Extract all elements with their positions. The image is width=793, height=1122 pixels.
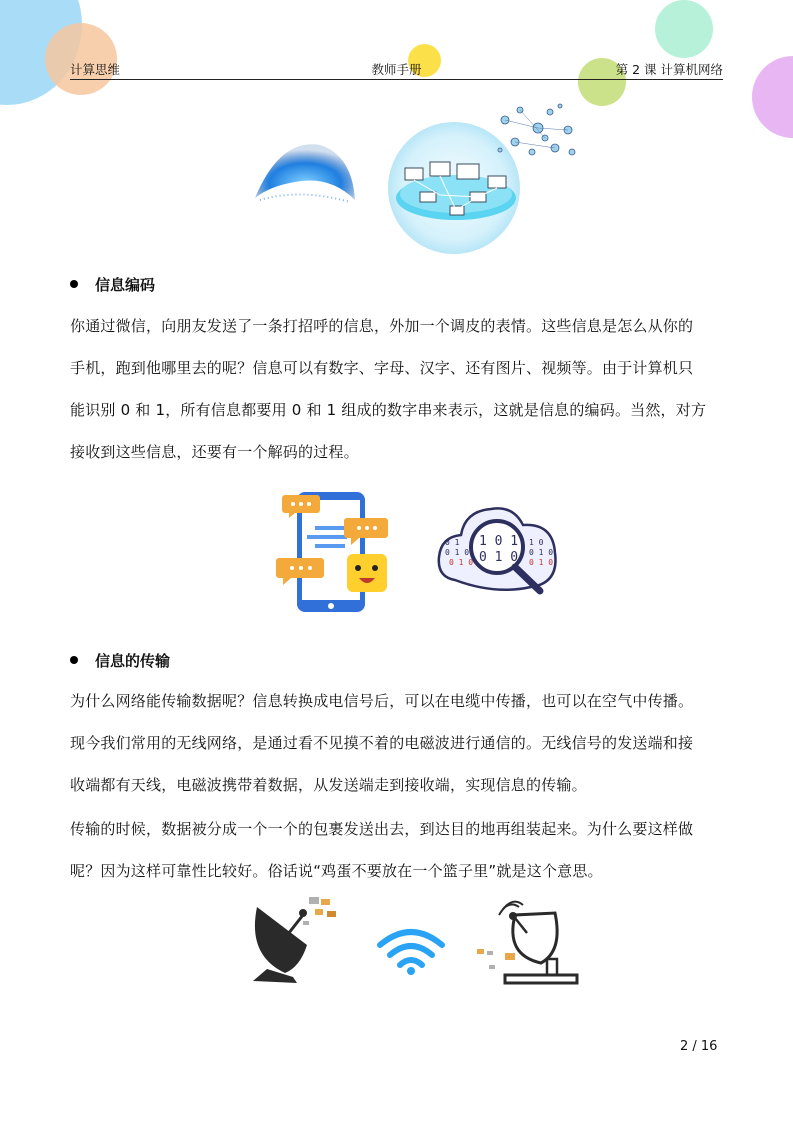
paragraph-line: 传输的时候，数据被分成一个一个的包裹发送出去，到达目的地再组装起来。为什么要这样做 [70, 820, 694, 838]
binary-cloud-illustration [435, 495, 560, 605]
chat-phone-illustration [275, 490, 395, 615]
bullet-dot [70, 656, 78, 664]
paragraph-encoding [70, 305, 730, 473]
paragraph-line: 呢？因为这样可靠性比较好。俗话说“鸡蛋不要放在一个篮子里”就是这个意思。 [70, 862, 603, 880]
binary-text: 0 1 0 [529, 548, 554, 557]
binary-text: 0 1 0 [445, 548, 470, 557]
binary-text: 1 0 1 [479, 534, 519, 549]
paragraph-packets [70, 808, 730, 892]
page-header [70, 58, 723, 80]
binary-text: 0 1 0 [449, 558, 474, 567]
network-illustration [250, 100, 590, 240]
paragraph-line: 收端都有天线，电磁波携带着数据，从发送端走到接收端，实现信息的传输。 [70, 776, 587, 794]
binary-text: 0 1 [445, 538, 460, 547]
paragraph-line: 为什么网络能传输数据呢？信息转换成电信号后，可以在电缆中传播，也可以在空气中传播。 [70, 692, 694, 710]
binary-text: 1 0 [529, 538, 544, 547]
emoji-face-icon [347, 554, 387, 592]
data-packets [477, 949, 515, 969]
decor-circle-mint [655, 0, 713, 58]
phone-home-button [328, 603, 334, 609]
data-packets [303, 897, 336, 925]
header-lesson-title: 第 2 课 计算机网络 [615, 62, 723, 77]
header-manual-title: 教师手册 [371, 62, 422, 77]
header-course-title: 计算思维 [70, 62, 121, 77]
section-heading-text: 信息编码 [95, 276, 156, 294]
binary-text: 0 1 0 [479, 550, 519, 565]
paragraph-line: 你通过微信，向朋友发送了一条打招呼的信息，外加一个调皮的表情。这些信息是怎么从你的 [70, 317, 694, 335]
paragraph-line: 能识别 0 和 1，所有信息都要用 0 和 1 组成的数字串来表示，这就是信息的编码。当然，对方 [70, 401, 707, 419]
satellite-dish-receiver-icon [475, 903, 585, 988]
binary-text: 0 1 0 [529, 558, 554, 567]
wifi-icon [376, 927, 446, 977]
blue-dome-spray [260, 194, 350, 202]
paragraph-line: 手机，跑到他哪里去的呢？信息可以有数字、字母、汉字、还有图片、视频等。由于计算机只 [70, 359, 694, 377]
paragraph-line: 接收到这些信息，还要有一个解码的过程。 [70, 443, 359, 461]
bullet-dot [70, 280, 78, 288]
satellite-dish-sender-icon [245, 895, 345, 985]
section-heading-encoding [70, 274, 155, 295]
section-heading-text: 信息的传输 [95, 652, 171, 670]
decor-circle-purple [752, 56, 793, 138]
paragraph-transmission [70, 680, 730, 806]
blue-dome-shape [255, 144, 355, 200]
paragraph-line: 现今我们常用的无线网络，是通过看不见摸不着的电磁波进行通信的。无线信号的发送端和接 [70, 734, 694, 752]
page-number: 2 / 16 [680, 1039, 718, 1054]
section-heading-transmission [70, 650, 170, 671]
